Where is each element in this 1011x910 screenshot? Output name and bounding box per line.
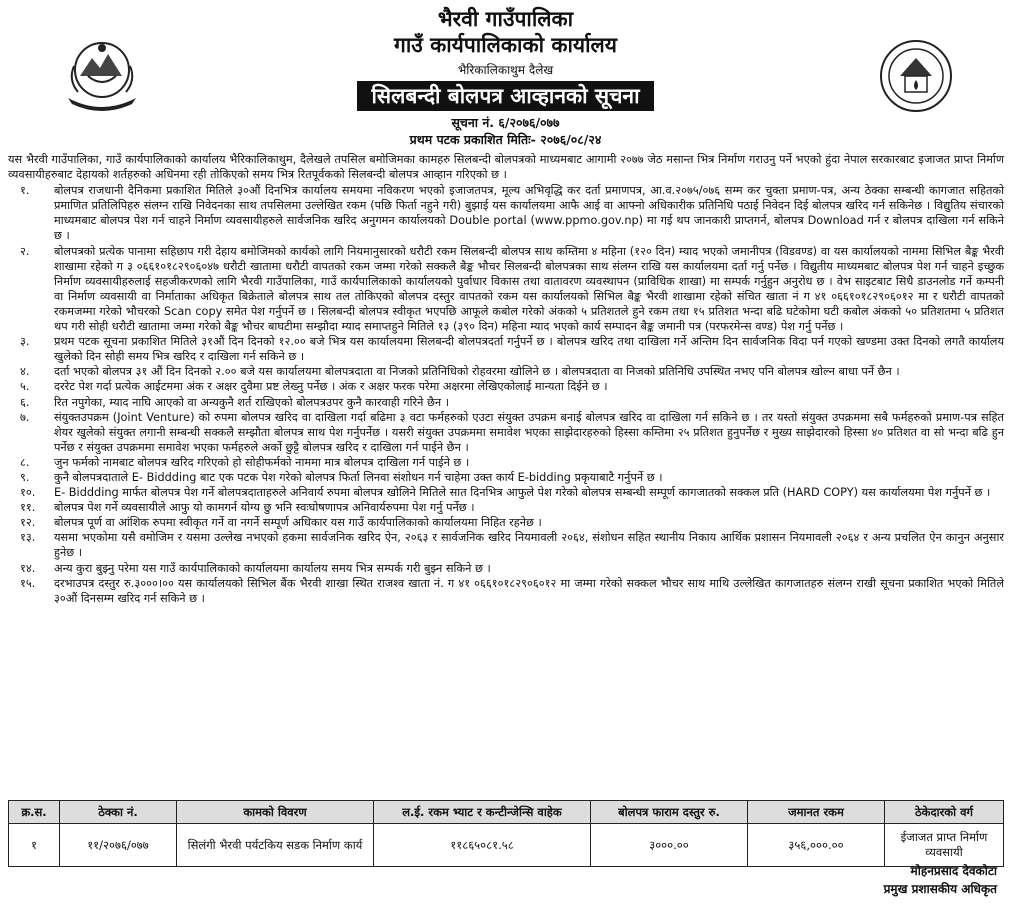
list-item [8, 334, 1004, 364]
notice-title: सिलबन्दी बोलपत्र आव्हानको सूचना [357, 81, 653, 111]
list-item-number: १३. [20, 531, 36, 545]
list-item-number: ९. [20, 470, 30, 484]
signatory-name: मोहनप्रसाद देवकोटा [910, 864, 997, 878]
office-name: भैरवी गाउँपालिका [437, 7, 574, 31]
list-item-text: बोलपत्र राजधानी दैनिकमा प्रकाशित मितिले ३०औं दिनभित्र कार्यालय समयमा नविकरण भएको इजाजतपत्र, मूल्य अभिवृद्धि कर दर्ता प्रमाणपत्र, आ.व.२०७५/०७६ सम्म कर चुक्ता प्रमाण-पत्र, अन्य ठेक्का सम्बन्धी कागजात सहितको प्रमाणित प्रतिलिपिहरु संलग्न राखि निवेदनका साथ तपसिलमा उल्लेखित रकम (पछि फिर्ता नहुने गरी) बुझाई यस कार्यालयमा आफै आई वा आफ्नो अधिकारीक प्रतिनिधि पठाई निवेदन दिई बोलपत्र खरिद गर्न सकिनेछ । विद्युतिय संचारको माध्यमबाट बोलपत्र पेश गर्न चाहने निर्माण व्यवसायीहरुले सार्वजनिक खरिद अनुगमन कार्यालयको Double portal (www.ppmo.gov.np) मा गई थप जानकारी प्राप्तगर्न, बोलपत्र Download गर्न र बोलपत्र दाखिला गर्न सकिने छ । [54, 184, 1004, 243]
office-subtitle: गाउँ कार्यपालिकाको कार्यालय [394, 33, 617, 57]
list-item-number: १. [20, 184, 30, 198]
list-item-text: दर्ता भएको बोलपत्र ३१ औं दिन दिनको २.०० बजे यस कार्यालयमा बोलपत्रदाता वा निजको प्रतिनिधिको रोहवरमा खोलिने छ । बोलपत्रदाता वा निजको प्रतिनिधि उपस्थित नभए पनि बोलपत्र खोल्न बाधा पर्ने छैन । [54, 365, 900, 379]
list-item-text: प्रथम पटक सूचना प्रकाशित मितिले ३१औं दिन दिनको १२.०० बजे भित्र यस कार्यालयमा सिलबन्दी बोलपत्रदर्ता गर्नुपर्ने छ । बोलपत्र खरिद तथा दाखिला गर्ने अन्तिम दिन सार्वजनिक विदा पर्न गएको खण्डमा उक्त दिनको लगतै कार्यालय खुलेको दिन सोही समय भित्र खरिद र दाखिला गर्न सकिने छ । [54, 335, 1004, 364]
table-header-cell: बोलपत्र फाराम दस्तुर रु. [591, 801, 748, 824]
list-item-number: ३. [20, 335, 30, 349]
list-item [8, 410, 1004, 455]
table-cell: ३०००.०० [591, 824, 748, 867]
list-item-number: ४. [20, 365, 30, 379]
list-item-number: ६. [20, 395, 30, 409]
table-cell: ईजाजत प्राप्त निर्माण व्यवसायी [885, 824, 1004, 867]
list-item [8, 244, 1004, 335]
table-header-row [9, 801, 1004, 824]
office-address: भैरिकालिकाथुम दैलेख [457, 63, 554, 77]
list-item-number: ७. [20, 410, 30, 424]
list-item [8, 530, 1004, 560]
table-cell: ३५६,०००.०० [748, 824, 885, 867]
table-cell: ११८६५०८१.५८ [374, 824, 591, 867]
list-item [8, 455, 1004, 470]
list-item-number: १५. [20, 576, 36, 590]
conditions-list [8, 183, 1004, 606]
list-item-text: जुन फर्मको नामबाट बोलपत्र खरिद गरिएको हो सोहीफर्मको नाममा मात्र बोलपत्र दाखिला गर्न पाईने छ । [54, 455, 470, 469]
list-item-number: ५. [20, 380, 30, 394]
table-row [9, 824, 1004, 867]
list-item [8, 515, 1004, 530]
list-item-text: दरभाउपत्र दस्तुर रु.३०००।०० यस कार्यालयको सिभिल बैंक भैरवी शाखा स्थित राजश्व खाता नं. ग ४१ ०६६१०१८२९०६०१२ मा जम्मा गरेको सक्कल भौचर साथ माथि उल्लेखित कागजातहरु संलग्न राखी सूचना प्रकाशित भएको मितिले ३०औं दिनसम्म खरिद गर्न सकिने छ । [54, 576, 1005, 605]
notice-body [8, 152, 1004, 606]
list-item-text: दररेट पेश गर्दा प्रत्येक आईटममा अंक र अक्षर दुवैमा प्रष्ट लेख्नु पर्नेछ । अंक र अक्षर फरक परेमा अक्षरमा लेखिएकोलाई मान्यता दिईने छ । [54, 380, 608, 394]
list-item-text: बोलपत्र पेश गर्ने व्यवसायीले आफु यो कामगर्न योग्य छु भनि स्वःघोषणापत्र अनिवार्यरुपमा पेश गर्नु पर्नेछ । [54, 501, 475, 515]
list-item-number: २. [20, 244, 30, 258]
list-item [8, 485, 1004, 500]
list-item-text: संयुक्तउपक्रम (Joint Venture) को रुपमा बोलपत्र खरिद वा दाखिला गर्दा बढिमा ३ वटा फर्महरुको एउटा संयुक्त उपक्रम बनाई बोलपत्र खरिद वा दाखिला गर्न सकिने छ । तर यस्तो संयुक्त उपक्रममा सबै फर्महरुको प्रमाण-पत्र सहित शेयर खुलेको संयुक्त लगानी सम्बन्धी सक्कलै सम्झौता बोलपत्र साथ पेश गर्नुपर्नेछ । यसरी संयुक्त उपक्रममा समावेश भएका साझेदारहरुको हिस्सा कम्तिमा २५ प्रतिशत हुनुपर्नेछ र मुख्य साझेदारको हिस्सा ४० प्रतिशत वा सो भन्दा बढि हुन पर्नेछ र संयुक्त उपक्रममा समावेश भएका फर्महरुले अर्को छुट्टै बोलपत्र खरिद र दाखिला गर्न पाईने छैन । [54, 410, 1004, 454]
signatory-title: प्रमुख प्रशासकीय अधिकृत [883, 882, 997, 896]
table-cell: १ [9, 824, 60, 867]
publish-date: प्रथम पटक प्रकाशित मितिः- २०७६/०८/२४ [409, 132, 602, 147]
table-cell: ११/२०७६/०७७ [60, 824, 177, 867]
list-item-text: बोलपत्र पूर्ण वा आंशिक रुपमा स्वीकृत गर्ने वा नगर्ने सम्पूर्ण अधिकार यस गाउँ कार्यपालिकाको कार्यालयमा निहित रहनेछ । [54, 516, 542, 530]
table-header-cell: ठेक्का नं. [60, 801, 177, 824]
list-item-number: १२. [20, 516, 36, 530]
list-item-number: १४. [20, 561, 36, 575]
notice-number: सूचना नं. ६/२०७६/०७७ [451, 115, 560, 130]
notice-header [0, 6, 1011, 148]
list-item-text: यसमा भएकोमा यसै वमोजिम र यसमा उल्लेख नभएको हकमा सार्वजनिक खरिद ऐन, २०६३ र सार्वजनिक खरिद नियमावली २०६४, संशोधन सहित स्थानीय निकाय आर्थिक प्रशासन नियमावली २०६४ र अन्य प्रचलित ऐन कानुन अनुसार हुनेछ । [54, 531, 1004, 560]
table-header-cell: जमानत रकम [748, 801, 885, 824]
list-item-text: E- Biddding मार्फत बोलपत्र पेश गर्ने बोलपत्रदाताहरुले अनिवार्य रुपमा बोलपत्र खोलिने मितिले सात दिनभित्र आफुले पेश गरेको बोलपत्र सम्बन्धी सम्पूर्ण कागजातको सक्कल प्रति (HARD COPY) यस कार्यालयमा पेश गर्नुपर्ने छ । [54, 486, 991, 500]
list-item [8, 561, 1004, 576]
table-header-cell: क्र.स. [9, 801, 60, 824]
list-item-text: रित नपुगेका, म्याद नाघि आएको वा अन्यकुनै शर्त राखिएको बोलपत्रउपर कुनै कारवाही गरिने छैन । [54, 395, 450, 409]
list-item-number: ८. [20, 455, 30, 469]
list-item-text: कुनै बोलपत्रदाताले E- Biddding बाट एक पटक पेश गरेको बोलपत्र फिर्ता लिनवा संशोधन गर्न चाहेमा उक्त कार्य E-bidding प्रकृयाबाटै गर्नुपर्ने छ । [54, 470, 663, 484]
table-header-cell: कामको विवरण [177, 801, 374, 824]
list-item-text: बोलपत्रको प्रत्येक पानामा सहिछाप गरी देहाय बमोजिमको कार्यको लागि नियमानुसारको धरौटी रकम सिलबन्दी बोलपत्र साथ कम्तिमा ४ महिना (१२० दिन) म्याद भएको जमानीपत्र (विडवण्ड) वा यस कार्यालयको नाममा सिभिल बैङ्क भैरवी शाखामा रहेको ग ३ ०६६१०१८२९०६०४७ धरौटी खातामा धरौटी वापतको रकम जम्मा गरेको सक्कलै बैङ्क भौचर सिलबन्दी बोलपत्रका साथ संलग्न राखि यस कार्यालयमा दर्ता गर्नु पर्नेछ । विद्युतीय माध्यमबाट बोलपत्र पेश गर्न चाहने इच्छुक निर्माण व्यवसायीहरुलाई सहजीकरणको लागि भैरवी गाउँपालिका, गाउँ कार्यपालिकाको कार्यालयको पुर्वाधार विकास तथा वातावरण व्यवस्थापन (प्राविधिक शाखा) मा सम्पर्क गर्नुहुन अनुरोध छ । वेभ साइटबाट सिधै डाउनलोड गर्ने कम्पनी वा निर्माण व्यवसायी वा निर्माताका अधिकृत बिक्रेताले बोलपत्र साथ तल तोकिएको बोलपत्र दस्तुर वापतको रकम यस कार्यालयको सिभिल बैङ्क भैरवी शाखामा रहेको संचित खाता नं ग ४१ ०६६१०१८२९०६०१२ मा र धरौटी वापतको रकमजम्मा गरेको भौचरको Scan copy समेत पेश गर्नुपर्ने छ । सिलबन्दी बोलपत्र स्वीकृत भएपछि आफूले कबोल गरेको अंकको ५ प्रतिशतले हुने रकम तथा १५ प्रतिशत भन्दा बढि घटेकोमा घटी कबोल अंकको ५० प्रतिशतमा ५ प्रतिशत थप गरी सोही धरौटी खातामा जम्मा गरेको बैङ्क भौचर बाघटीमा सम्झौदा म्याद समाप्तहुने मितिले १३ (३९० दिन) महिना म्याद भएको कार्य सम्पादन बैङ्क जमानी पत्र (परफरमेन्स वण्ड) पेश गर्नु पर्नेछ । [54, 244, 1004, 334]
list-item-text: अन्य कुरा बुझ्नु परेमा यस गाउँ कार्यपालिकाको कार्यालयमा कार्यालय समय भित्र सम्पर्क गरी बुझ्न सकिने छ । [54, 561, 491, 575]
list-item-number: १०. [20, 486, 36, 500]
list-item [8, 395, 1004, 410]
table-header-cell: ल.ई. रकम भ्याट र कन्टीन्जेन्सि वाहेक [374, 801, 591, 824]
tender-table [8, 800, 1004, 867]
list-item [8, 576, 1004, 606]
list-item [8, 500, 1004, 515]
list-item [8, 364, 1004, 379]
list-item [8, 379, 1004, 394]
intro-paragraph: यस भैरवी गाउँपालिका, गाउँ कार्यपालिकाको कार्यालय भैरिकालिकाथुम, दैलेखले तपसिल बमोजिमका कामहरु सिलबन्दी बोलपत्रको माध्यमबाट आगामी २०७७ जेठ मसान्त भित्र निर्माण गराउनु पर्ने भएको हुंदा नेपाल सरकारबाट इजाजत प्राप्त निर्माण व्यवसायीहरुबाट देहायको शर्तहरुको अधिनमा रही तोकिएको समय भित्र रितपूर्वकको सिलबन्दी बोलपत्र आव्हान गरिएको छ । [8, 153, 1004, 182]
list-item [8, 183, 1004, 243]
table-cell: सिलंगी भैरवी पर्यटकिय सडक निर्माण कार्य [177, 824, 374, 867]
list-item [8, 470, 1004, 485]
signature-block [884, 862, 997, 898]
table-header-cell: ठेकेदारको वर्ग [885, 801, 1004, 824]
list-item-number: ११. [20, 501, 36, 515]
